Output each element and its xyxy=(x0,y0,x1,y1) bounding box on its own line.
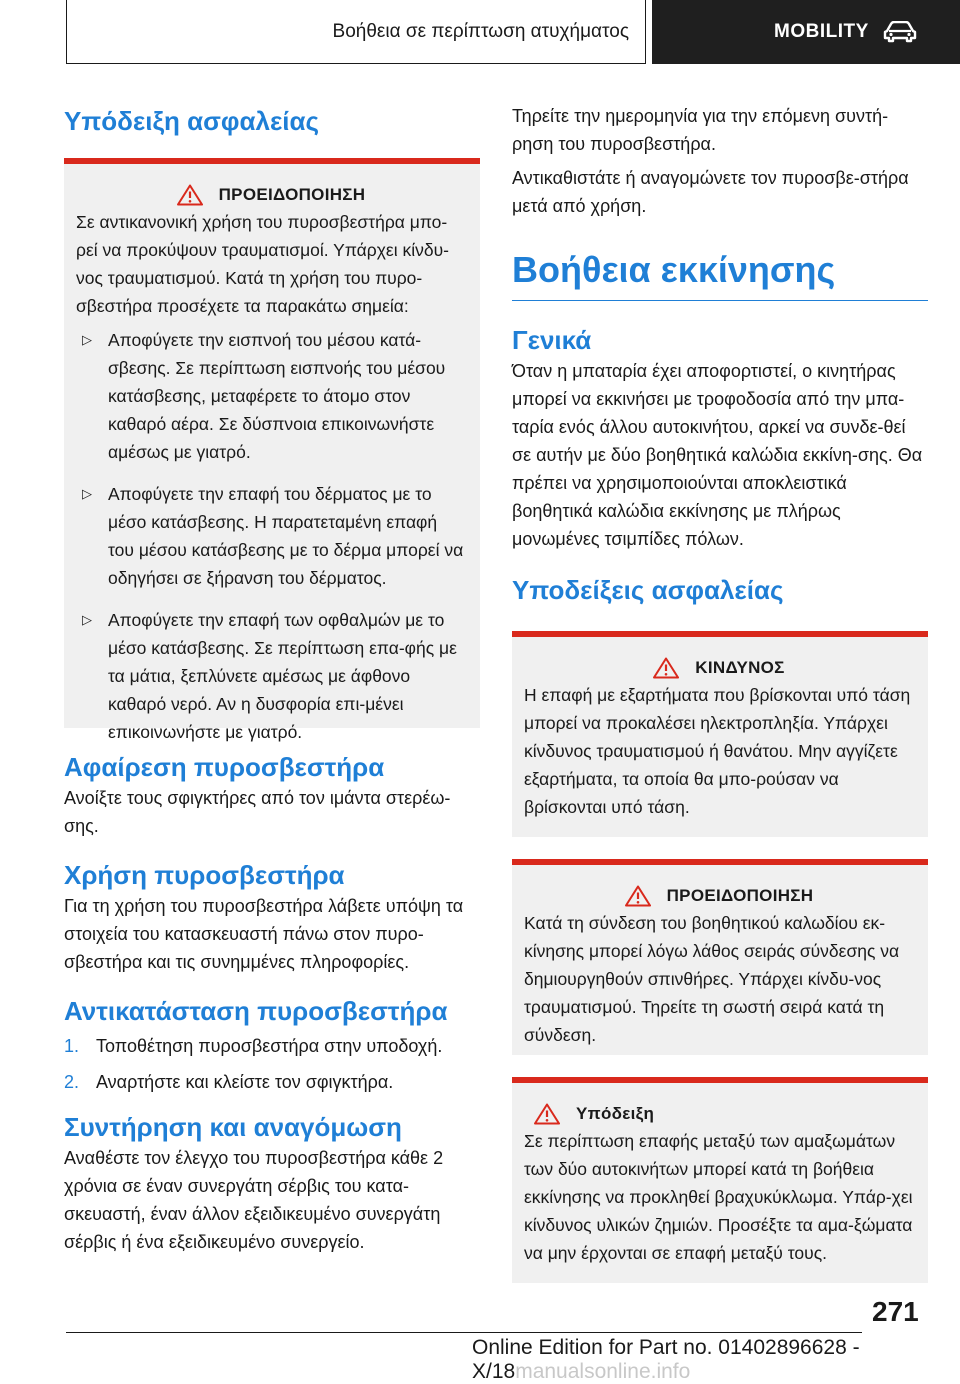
use-text: Για τη χρήση του πυροσβεστήρα λάβετε υπόψη τα στοιχεία του κατασκευαστή πάνω στον πυρο-σβεστήρα και τις συνημμένες πληροφορίες. xyxy=(64,896,464,972)
bullet-triangle-icon: ▷ xyxy=(82,486,92,501)
edition-text: Online Edition for Part no. 01402896628 - X/18 xyxy=(472,1336,860,1383)
list-item: 1. Τοποθέτηση πυροσβεστήρα στην υποδοχή. xyxy=(64,1036,443,1056)
heading-maintenance: Συντήρηση και αναγόμωση xyxy=(64,1112,402,1142)
general-text: Όταν η μπαταρία έχει αποφορτιστεί, ο κινητήρας μπορεί να εκκινήσει με τροφοδοσία από την μπα-ταρία ενός άλλου αυτοκινήτου, αρκεί να συνδε-θεί σε αυτήν με δύο βοηθητικά καλώδια εκκίνη-σης. Θα πρέπει να χρησιμοποιούνται αποκλειστικά βοηθητικά καλώδια εκκίνησης με πλήρως μονωμένες τσιμπίδες πόλων. xyxy=(512,361,923,549)
replacement-steps xyxy=(64,1032,480,1096)
footer-divider xyxy=(66,1332,862,1333)
car-icon xyxy=(883,21,917,43)
warning-triangle-icon xyxy=(534,1103,560,1125)
warning-triangle-icon xyxy=(653,657,679,679)
note-body: Σε περίπτωση επαφής μεταξύ των αμαξωμάτων των δύο αυτοκινήτων μπορεί κατά τη βοήθεια εκκίνησης να προκληθεί βραχυκύκλωμα. Υπάρ-χει κίνδυνος υλικών ζημιών. Προσέξτε τα αμα-ξώματα να μην έρχονται σε επαφή μεταξύ τους. xyxy=(524,1131,913,1263)
replace-after-use-text: Αντικαθιστάτε ή αναγομώνετε τον πυροσβε-στήρα μετά από χρήση. xyxy=(512,168,909,216)
list-item: ▷ Αποφύγετε την επαφή του δέρματος με το μέσο κατάσβεσης. Η παρατεταμένη επαφή του μέσου κατάσβεσης με το δέρμα μπορεί να οδηγήσει σε ξήρανση του δέρματος. xyxy=(76,480,466,592)
warning-triangle-icon xyxy=(177,184,203,206)
list-item: ▷ Αποφύγετε την εισπνοή του μέσου κατά-σβεσης. Σε περίπτωση εισπνοής του μέσου κατάσβεσης, μεταφέρετε το άτομο στον καθαρό αέρα. Σε δύσπνοια επικοινωνήστε αμέσως με γιατρό. xyxy=(76,326,466,466)
bullet-triangle-icon: ▷ xyxy=(82,332,92,347)
warning-body: Σε αντικανονική χρήση του πυροσβεστήρα μπο-ρεί να προκύψουν τραυματισμοί. Υπάρχει κίνδυ-νος τραυματισμού. Κατά τη χρήση του πυρο-σβεστήρα προσέχετε τα παρακάτω σημεία: xyxy=(76,212,450,316)
header-category-label: MOBILITY xyxy=(774,21,869,42)
heading-safety-note: Υπόδειξη ασφαλείας xyxy=(64,106,320,136)
heading-replacement: Αντικατάσταση πυροσβεστήρα xyxy=(64,996,448,1026)
footer-edition xyxy=(472,1336,960,1384)
note-title-text: Υπόδειξη xyxy=(576,1104,655,1123)
watermark-site: manualsonline.info xyxy=(515,1360,691,1383)
heading-use: Χρήση πυροσβεστήρα xyxy=(64,860,345,890)
heading-jump-start: Βοήθεια εκκίνησης xyxy=(512,248,928,301)
heading-general: Γενικά xyxy=(512,325,592,355)
service-date-text: Τηρείτε την ημερομηνία για την επόμενη συντή-ρηση του πυροσβεστήρα. xyxy=(512,106,889,154)
note-title xyxy=(524,1103,914,1125)
warning-box-extinguisher xyxy=(64,158,480,742)
warning-title xyxy=(76,184,466,206)
warning-title-text: ΠΡΟΕΙΔΟΠΟΙΗΣΗ xyxy=(218,185,366,204)
maintenance-text: Αναθέστε τον έλεγχο του πυροσβεστήρα κάθε 2 χρόνια σε έναν συνεργάτη σέρβις του κατα-σκευαστή, έναν άλλον εξειδικευμένο συνεργάτη σέρβις ή ένα εξειδικευμένο συνεργείο. xyxy=(64,1148,444,1252)
warning-box-cables xyxy=(512,859,928,1055)
danger-title-text: ΚΙΝΔΥΝΟΣ xyxy=(695,658,785,677)
note-box xyxy=(512,1077,928,1283)
removal-text: Ανοίξτε τους σφιγκτήρες από τον ιμάντα στερέω-σης. xyxy=(64,788,451,836)
danger-body: Η επαφή με εξαρτήματα που βρίσκονται υπό τάση μπορεί να προκαλέσει ηλεκτροπληξία. Υπάρχει κίνδυνος τραυματισμού ή θανάτου. Μην αγγίζετε εξαρτήματα, τα οποία θα μπο-ρούσαν να βρίσκονται υπό τάση. xyxy=(524,685,911,817)
heading-removal: Αφαίρεση πυροσβεστήρα xyxy=(64,752,385,782)
warning-title-text: ΠΡΟΕΙΔΟΠΟΙΗΣΗ xyxy=(666,886,814,905)
list-item: 2. Αναρτήστε και κλείστε τον σφιγκτήρα. xyxy=(64,1072,394,1092)
page-number: 271 xyxy=(872,1296,919,1327)
warning-body: Κατά τη σύνδεση του βοηθητικού καλωδίου εκ-κίνησης μπορεί λόγω λάθος σειράς σύνδεσης να δημιουργηθούν σπινθήρες. Υπάρχει κίνδυ-νος τραυματισμού. Τηρείτε τη σωστή σειρά κατά τη σύνδεση. xyxy=(524,913,900,1045)
warning-bullets xyxy=(76,326,466,746)
right-column xyxy=(512,92,928,1283)
left-column xyxy=(64,92,480,1256)
heading-safety-notes: Υποδείξεις ασφαλείας xyxy=(512,575,784,605)
danger-box xyxy=(512,631,928,837)
header-section-title: Βοήθεια σε περίπτωση ατυχήματος xyxy=(66,0,646,64)
danger-title xyxy=(524,657,914,679)
header-category xyxy=(652,0,960,64)
warning-triangle-icon xyxy=(625,885,651,907)
bullet-triangle-icon: ▷ xyxy=(82,612,92,627)
list-item: ▷ Αποφύγετε την επαφή των οφθαλμών με το μέσο κατάσβεσης. Σε περίπτωση επα-φής με τα μάτια, ξεπλύνετε αμέσως με άφθονο καθαρό νερό. Αν η δυσφορία επι-μένει επικοινωνήστε με γιατρό. xyxy=(76,606,466,746)
warning-title xyxy=(524,885,914,907)
